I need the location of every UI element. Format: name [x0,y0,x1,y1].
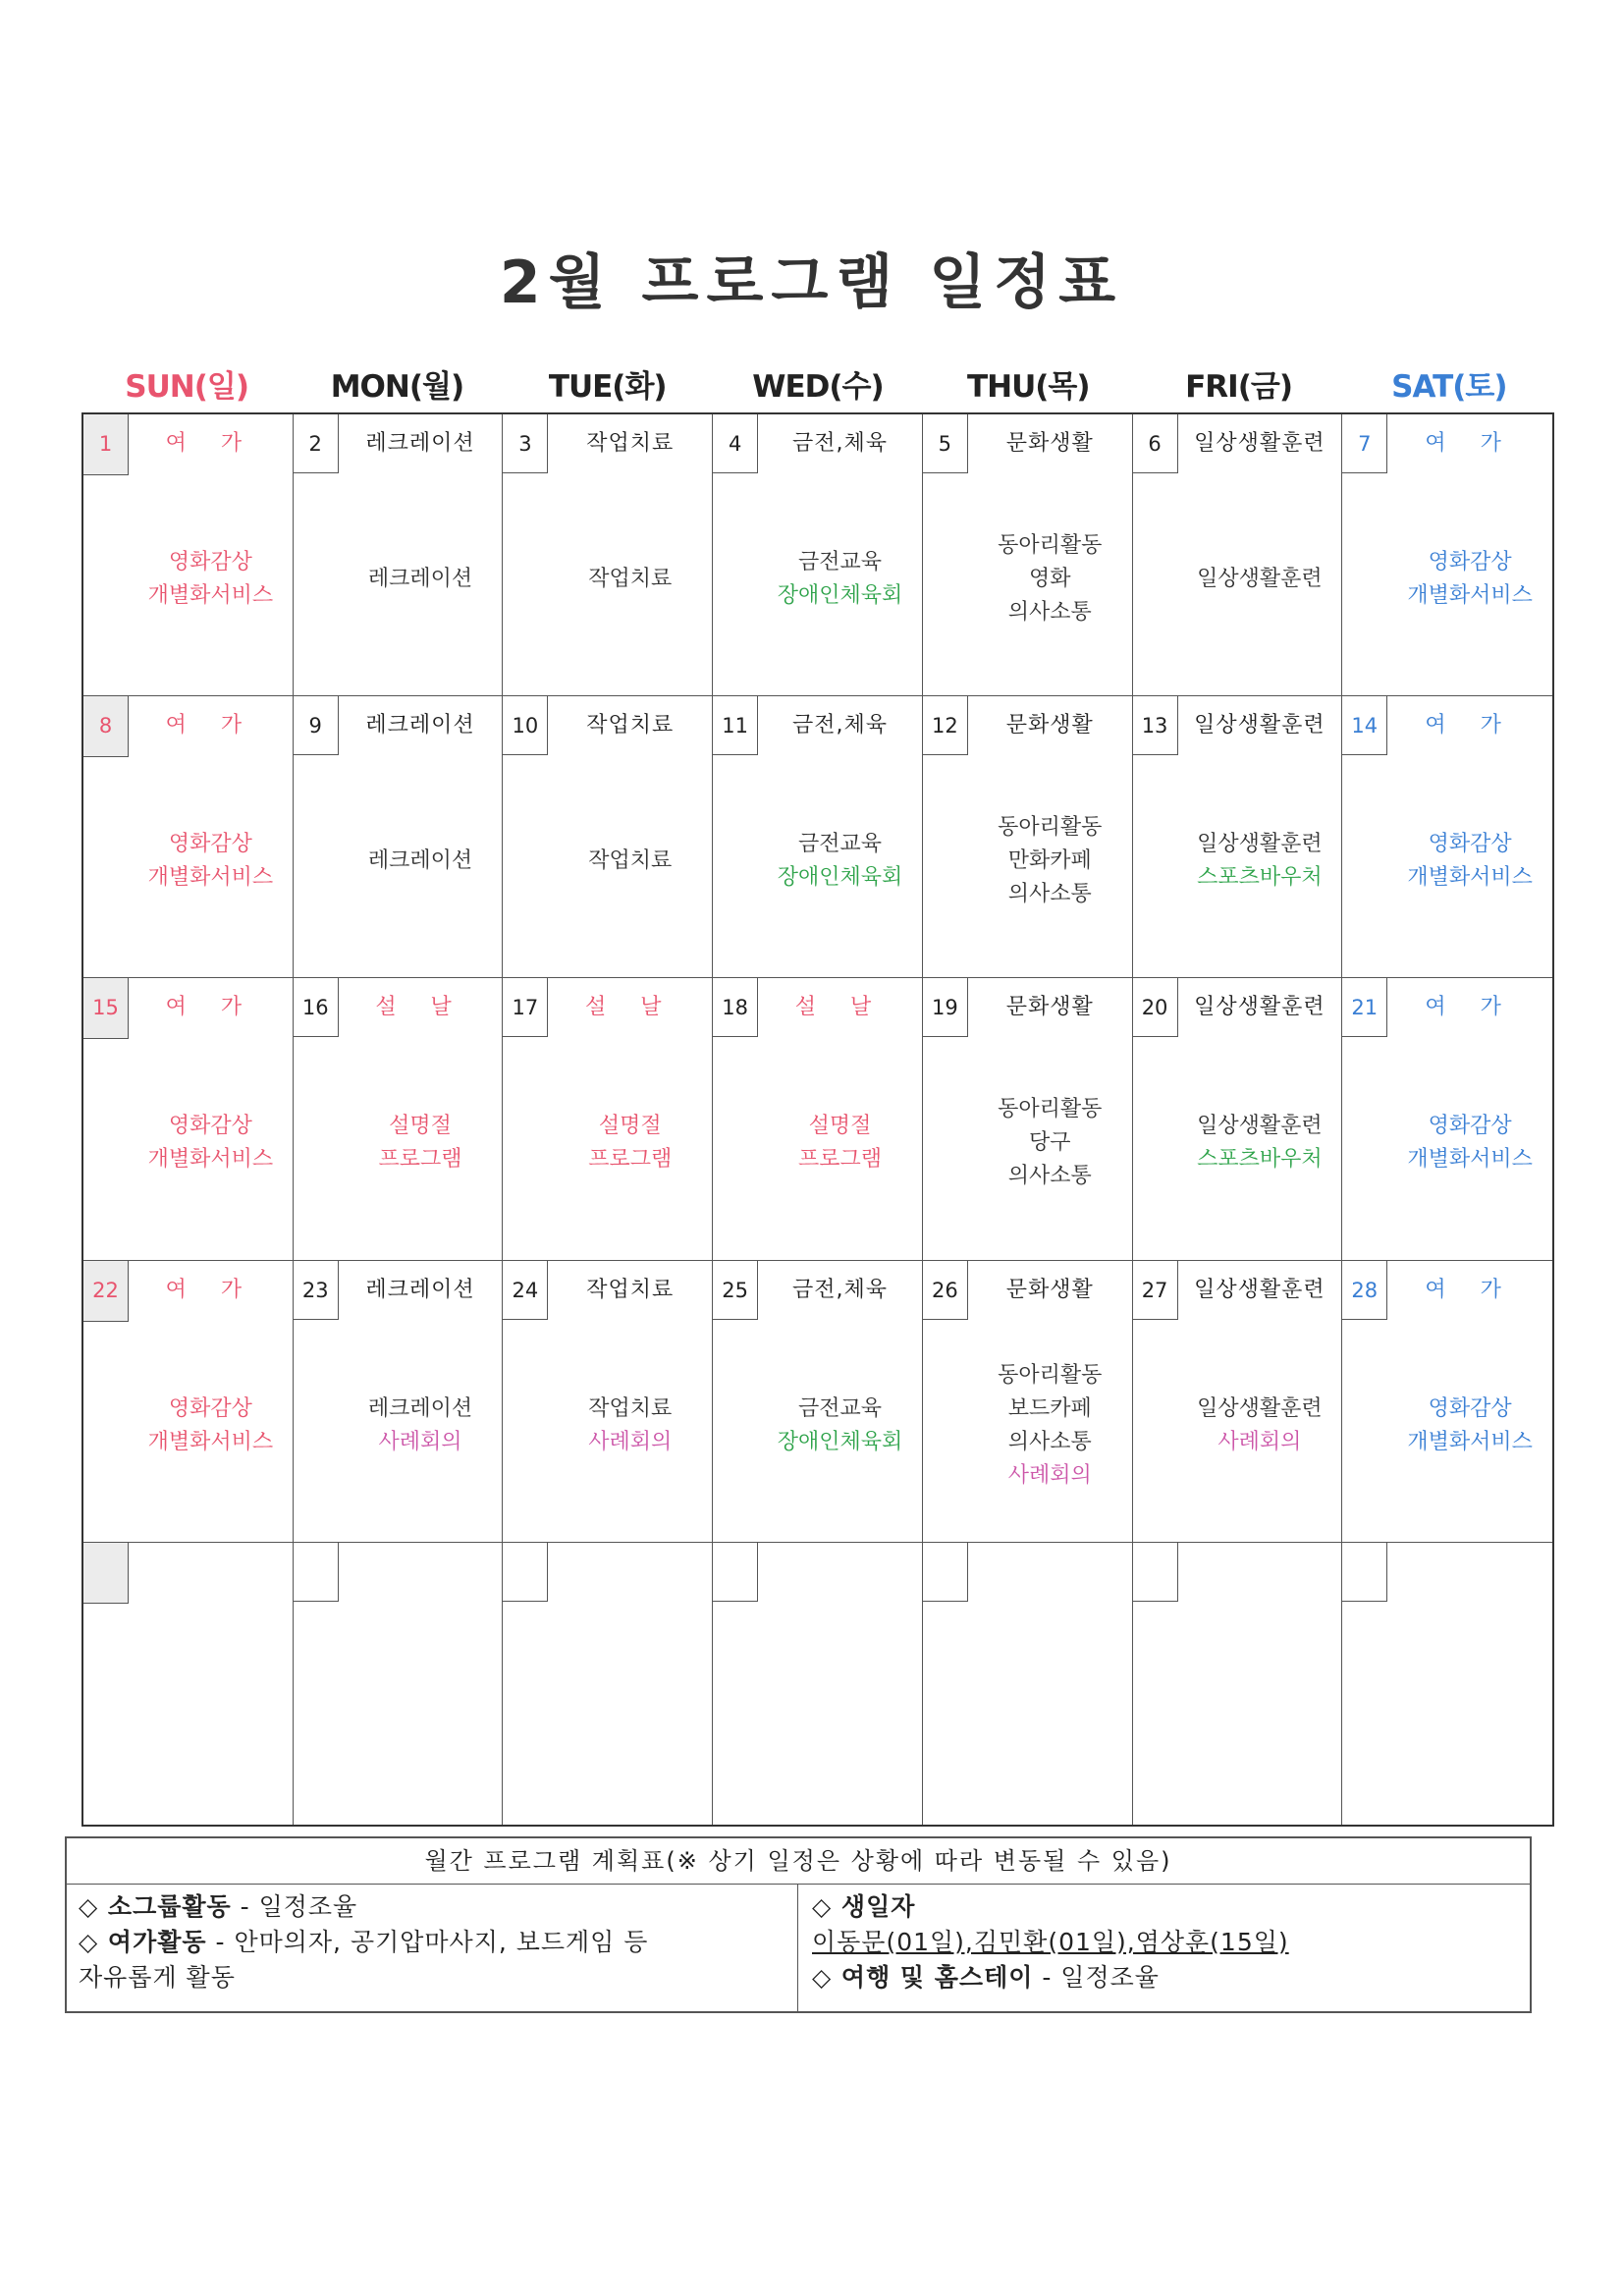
small-group-detail: - 일정조율 [231,1892,358,1921]
day-activities [548,503,712,656]
calendar-day-cell [713,978,923,1260]
calendar-day-cell [294,1543,504,1825]
activity-line: 설명절 [598,1114,662,1139]
day-number: 14 [1342,696,1387,755]
day-number: 3 [503,414,548,473]
calendar-day-cell [1133,1543,1343,1825]
calendar-day-cell [294,414,504,696]
day-category: 여 가 [165,1277,256,1302]
notes-title: 월간 프로그램 계획표(※ 상기 일정은 상황에 따라 변동될 수 있음) [67,1838,1530,1885]
activity-line: 영화감상 [168,1114,252,1139]
day-number: 24 [503,1261,548,1320]
day-activities [1178,503,1342,656]
small-group-label: ◇ 소그룹활동 [79,1892,232,1921]
activity-line: 동아리활동 [998,815,1103,841]
activity-line: 개별화서비스 [1407,583,1533,609]
calendar-day-cell [923,696,1133,978]
day-activities [1387,785,1552,938]
activity-line: 일상생활훈련 [1197,832,1323,857]
activity-line: 레크레이션 [367,848,473,874]
weekday-header: SAT(토) [1391,369,1507,405]
day-category: 여 가 [1425,995,1515,1020]
calendar-day-cell [713,696,923,978]
day-activities [129,1066,293,1220]
day-activities [758,1066,922,1220]
day-number [1133,1543,1178,1602]
day-activities [968,1349,1132,1503]
day-category: 금전,체육 [791,431,888,456]
activity-line: 의사소통 [1007,882,1092,907]
day-activities [968,1066,1132,1220]
day-category: 문화생활 [1005,431,1094,456]
day-category: 일상생활훈련 [1194,431,1325,456]
activity-line: 영화감상 [168,550,252,575]
birthday-list: 이동문(01일),김민환(01일),염상훈(15일) [812,1928,1289,1956]
calendar-day-cell [713,1261,923,1543]
day-number: 20 [1133,978,1178,1037]
calendar-grid [81,412,1554,1827]
day-number [294,1543,339,1602]
calendar-day-cell [294,978,504,1260]
day-activities [548,1349,712,1503]
day-activities [1178,1349,1342,1503]
day-activities [758,1349,922,1503]
activity-line: 개별화서비스 [147,1147,274,1173]
day-number: 9 [294,696,339,755]
monthly-notes-box [65,1836,1532,2013]
activity-line: 보드카페 [1007,1395,1092,1421]
activity-line: 일상생활훈련 [1197,1114,1323,1139]
calendar-day-cell [923,978,1133,1260]
activity-line: 작업치료 [588,848,673,874]
calendar-day-cell [713,414,923,696]
activity-line: 영화감상 [1428,1395,1512,1421]
day-number: 11 [713,696,758,755]
day-number: 17 [503,978,548,1037]
activity-line: 설명절 [808,1114,872,1139]
activity-line: 레크레이션 [367,567,473,592]
travel-detail: - 일정조율 [1033,1963,1160,1992]
leisure-label: ◇ 여가활동 [79,1928,207,1956]
calendar-day-cell [1342,1543,1552,1825]
notes-left [67,1884,798,2011]
day-category: 설 날 [375,995,465,1020]
day-category: 금전,체육 [791,1277,888,1302]
weekday-header: SUN(일) [125,369,248,405]
day-activities [758,503,922,656]
calendar-day-cell [503,696,713,978]
activity-line: 프로그램 [588,1147,673,1173]
day-category: 작업치료 [586,1277,675,1302]
day-category: 레크레이션 [365,431,475,456]
day-category: 일상생활훈련 [1194,995,1325,1020]
weekday-header: THU(목) [967,369,1090,405]
day-number: 25 [713,1261,758,1320]
day-activities [1387,503,1552,656]
activity-line: 영화감상 [168,832,252,857]
notes-leisure-line-2: 자유롭게 활동 [79,1963,236,1992]
activity-line: 금전교육 [797,550,882,575]
day-number: 2 [294,414,339,473]
day-category: 문화생활 [1005,1277,1094,1302]
calendar-day-cell [83,414,294,696]
calendar-day-cell [1133,978,1343,1260]
activity-line: 스포츠바우처 [1197,1147,1323,1173]
calendar-day-cell [83,696,294,978]
activity-line: 사례회의 [378,1429,462,1454]
activity-line: 금전교육 [797,1395,882,1421]
activity-line: 영화감상 [1428,1114,1512,1139]
activity-line: 설명절 [389,1114,452,1139]
calendar-day-cell [503,978,713,1260]
day-number [1342,1543,1387,1602]
activity-line: 개별화서비스 [147,865,274,891]
page-title: 2월 프로그램 일정표 [499,248,1124,317]
day-activities [339,1066,503,1220]
calendar-day-cell [503,1261,713,1543]
activity-line: 작업치료 [588,1395,673,1421]
day-activities [129,503,293,656]
day-number: 23 [294,1261,339,1320]
calendar-day-cell [503,1543,713,1825]
weekday-header: FRI(금) [1185,369,1292,405]
notes-small-group-line [79,1889,785,1925]
weekday-header: MON(월) [330,369,464,405]
calendar-day-cell [83,1543,294,1825]
calendar-day-cell [1133,1261,1343,1543]
activity-line: 개별화서비스 [147,1429,274,1454]
day-activities [129,1349,293,1503]
day-number: 26 [923,1261,968,1320]
day-number: 27 [1133,1261,1178,1320]
activity-line: 동아리활동 [998,1097,1103,1122]
calendar-day-cell [923,1261,1133,1543]
activity-line: 의사소통 [1007,1429,1092,1454]
day-activities [339,503,503,656]
weekday-header: WED(수) [752,369,884,405]
day-category: 일상생활훈련 [1194,713,1325,738]
day-activities [1178,1066,1342,1220]
notes-right [798,1884,1530,2011]
calendar-day-cell [83,978,294,1260]
activity-line: 사례회의 [1007,1462,1092,1488]
day-activities [1387,1066,1552,1220]
notes-travel-line [812,1960,1516,1995]
day-category: 금전,체육 [791,713,888,738]
day-number: 18 [713,978,758,1037]
activity-line: 사례회의 [588,1429,673,1454]
calendar-day-cell [923,1543,1133,1825]
activity-line: 프로그램 [797,1147,882,1173]
travel-label: ◇ 여행 및 홈스테이 [812,1963,1034,1992]
day-number: 21 [1342,978,1387,1037]
day-number: 6 [1133,414,1178,473]
day-number: 12 [923,696,968,755]
day-category: 여 가 [1425,713,1515,738]
calendar-day-cell [1342,696,1552,978]
activity-line: 영화 [1028,567,1071,592]
activity-line: 개별화서비스 [1407,1147,1533,1173]
day-number: 19 [923,978,968,1037]
day-number: 13 [1133,696,1178,755]
activity-line: 영화감상 [1428,832,1512,857]
calendar-day-cell [923,414,1133,696]
day-number: 22 [83,1261,129,1322]
activity-line: 사례회의 [1217,1429,1302,1454]
activity-line: 프로그램 [378,1147,462,1173]
calendar-day-cell [1342,978,1552,1260]
day-category: 설 날 [585,995,676,1020]
activity-line: 개별화서비스 [1407,1429,1533,1454]
day-number: 4 [713,414,758,473]
day-number: 7 [1342,414,1387,473]
activity-line: 의사소통 [1007,1164,1092,1189]
activity-line: 개별화서비스 [147,583,274,609]
activity-line: 만화카페 [1007,848,1092,874]
day-category: 작업치료 [586,713,675,738]
day-number [923,1543,968,1602]
day-number [503,1543,548,1602]
day-category: 작업치료 [586,431,675,456]
calendar-day-cell [1342,414,1552,696]
day-activities [339,785,503,938]
activity-line: 레크레이션 [367,1395,473,1421]
day-activities [1387,1349,1552,1503]
activity-line: 동아리활동 [998,533,1103,559]
day-activities [968,503,1132,656]
activity-line: 장애인체육회 [777,583,903,609]
activity-line: 작업치료 [588,567,673,592]
notes-leisure-line [79,1925,785,1960]
day-activities [339,1349,503,1503]
calendar-day-cell [1133,696,1343,978]
day-category: 여 가 [1425,431,1515,456]
day-activities [758,785,922,938]
activity-line: 동아리활동 [998,1362,1103,1388]
day-category: 여 가 [165,995,256,1020]
activity-line: 당구 [1028,1130,1071,1156]
activity-line: 일상생활훈련 [1197,1395,1323,1421]
day-activities [548,785,712,938]
day-number: 8 [83,696,129,757]
calendar-day-cell [503,414,713,696]
notes-body [67,1884,1530,2011]
activity-line: 금전교육 [797,832,882,857]
leisure-detail: - 안마의자, 공기압마사지, 보드게임 등 [206,1928,649,1956]
calendar-day-cell [1342,1261,1552,1543]
day-activities [1178,785,1342,938]
day-category: 여 가 [165,431,256,456]
calendar-day-cell [294,1261,504,1543]
day-number: 28 [1342,1261,1387,1320]
activity-line: 장애인체육회 [777,1429,903,1454]
weekday-header: TUE(화) [548,369,667,405]
calendar-day-cell [713,1543,923,1825]
activity-line: 장애인체육회 [777,865,903,891]
calendar-day-cell [1133,414,1343,696]
activity-line: 영화감상 [168,1395,252,1421]
activity-line: 영화감상 [1428,550,1512,575]
activity-line: 스포츠바우처 [1197,865,1323,891]
calendar-day-cell [294,696,504,978]
day-category: 여 가 [165,713,256,738]
day-category: 문화생활 [1005,713,1094,738]
activity-line: 개별화서비스 [1407,865,1533,891]
day-category: 여 가 [1425,1277,1515,1302]
day-number: 5 [923,414,968,473]
day-category: 일상생활훈련 [1194,1277,1325,1302]
day-number [83,1543,129,1604]
calendar-day-cell [83,1261,294,1543]
day-category: 설 날 [794,995,886,1020]
activity-line: 의사소통 [1007,600,1092,626]
day-number: 10 [503,696,548,755]
day-category: 문화생활 [1005,995,1094,1020]
day-number: 16 [294,978,339,1037]
activity-line: 일상생활훈련 [1197,567,1323,592]
day-activities [548,1066,712,1220]
day-number: 1 [83,414,129,475]
day-number: 15 [83,978,129,1039]
day-number [713,1543,758,1602]
day-activities [968,785,1132,938]
day-category: 레크레이션 [365,713,475,738]
birthday-label: ◇ 생일자 [812,1892,916,1921]
day-activities [129,785,293,938]
day-category: 레크레이션 [365,1277,475,1302]
